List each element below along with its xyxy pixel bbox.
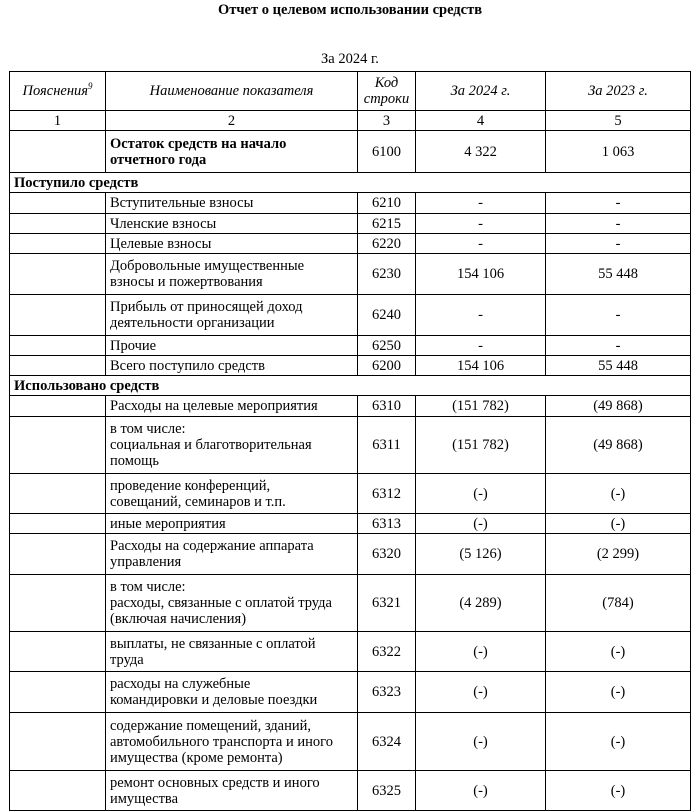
row-previous-year: (2 299) — [546, 534, 691, 575]
row-current-year: - — [416, 214, 546, 234]
table-row — [10, 713, 691, 771]
column-number: 3 — [358, 111, 416, 131]
row-name: Остаток средств на начало отчетного года — [106, 131, 358, 173]
row-name: Добровольные имущественные взносы и пожертвования — [106, 254, 358, 295]
row-code: 6100 — [358, 131, 416, 173]
row-name: Прочие — [106, 336, 358, 356]
report-table — [9, 71, 691, 811]
row-code: 6250 — [358, 336, 416, 356]
report-body — [10, 131, 691, 811]
row-previous-year: (-) — [546, 771, 691, 811]
table-row — [10, 534, 691, 575]
table-row — [10, 336, 691, 356]
row-name: Целевые взносы — [106, 234, 358, 254]
report-period: За 2024 г. — [321, 51, 379, 67]
column-number: 1 — [10, 111, 106, 131]
header-name: Наименование показателя — [106, 72, 358, 111]
row-code: 6311 — [358, 417, 416, 474]
report-title: Отчет о целевом использовании средств — [217, 2, 483, 18]
row-name: Всего поступило средств — [106, 356, 358, 376]
table-row — [10, 396, 691, 417]
row-previous-year: (49 868) — [546, 396, 691, 417]
row-name: Расходы на содержание аппарата управления — [106, 534, 358, 575]
row-name: Прибыль от приносящей доход деятельности организации — [106, 295, 358, 336]
row-notes — [10, 193, 106, 214]
row-notes — [10, 336, 106, 356]
row-previous-year: 55 448 — [546, 254, 691, 295]
row-notes — [10, 713, 106, 771]
row-code: 6325 — [358, 771, 416, 811]
row-current-year: (-) — [416, 672, 546, 713]
table-row — [10, 417, 691, 474]
section-row — [10, 376, 691, 396]
header-current-year: За 2024 г. — [416, 72, 546, 111]
row-code: 6321 — [358, 575, 416, 632]
table-row — [10, 632, 691, 672]
row-code: 6310 — [358, 396, 416, 417]
row-name: расходы на служебные командировки и деловые поездки — [106, 672, 358, 713]
row-notes — [10, 672, 106, 713]
table-row — [10, 672, 691, 713]
table-row — [10, 295, 691, 336]
row-current-year: (-) — [416, 771, 546, 811]
row-notes — [10, 632, 106, 672]
row-name: Расходы на целевые мероприятия — [106, 396, 358, 417]
section-title: Использовано средств — [10, 376, 691, 396]
row-current-year: - — [416, 193, 546, 214]
row-current-year: 4 322 — [416, 131, 546, 173]
row-notes — [10, 474, 106, 514]
row-notes — [10, 575, 106, 632]
row-previous-year: - — [546, 295, 691, 336]
column-numbers-row — [10, 111, 691, 131]
row-code: 6312 — [358, 474, 416, 514]
row-current-year: (-) — [416, 514, 546, 534]
row-code: 6324 — [358, 713, 416, 771]
row-name: Вступительные взносы — [106, 193, 358, 214]
row-name: в том числе: расходы, связанные с оплатой труда (включая начисления) — [106, 575, 358, 632]
row-code: 6240 — [358, 295, 416, 336]
row-previous-year: (-) — [546, 713, 691, 771]
table-row — [10, 575, 691, 632]
row-code: 6200 — [358, 356, 416, 376]
row-current-year: (5 126) — [416, 534, 546, 575]
table-row — [10, 356, 691, 376]
header-row — [10, 72, 691, 111]
row-previous-year: (-) — [546, 672, 691, 713]
row-previous-year: 1 063 — [546, 131, 691, 173]
column-number: 5 — [546, 111, 691, 131]
row-code: 6215 — [358, 214, 416, 234]
header-previous-year: За 2023 г. — [546, 72, 691, 111]
row-previous-year: - — [546, 234, 691, 254]
row-current-year: (-) — [416, 474, 546, 514]
table-row — [10, 214, 691, 234]
row-code: 6323 — [358, 672, 416, 713]
row-notes — [10, 534, 106, 575]
row-current-year: (4 289) — [416, 575, 546, 632]
section-row — [10, 173, 691, 193]
row-notes — [10, 417, 106, 474]
row-current-year: 154 106 — [416, 356, 546, 376]
row-name: содержание помещений, зданий, автомобильного транспорта и иного имущества (кроме ремонта) — [106, 713, 358, 771]
row-previous-year: (49 868) — [546, 417, 691, 474]
row-code: 6220 — [358, 234, 416, 254]
row-current-year: - — [416, 295, 546, 336]
row-name: выплаты, не связанные с оплатой труда — [106, 632, 358, 672]
row-previous-year: - — [546, 214, 691, 234]
row-current-year: (-) — [416, 713, 546, 771]
row-notes — [10, 396, 106, 417]
table-row — [10, 234, 691, 254]
row-previous-year: 55 448 — [546, 356, 691, 376]
row-previous-year: (784) — [546, 575, 691, 632]
table-row — [10, 254, 691, 295]
row-previous-year: - — [546, 193, 691, 214]
table-row — [10, 193, 691, 214]
row-notes — [10, 254, 106, 295]
row-name: ремонт основных средств и иного имущества — [106, 771, 358, 811]
row-notes — [10, 214, 106, 234]
row-previous-year: - — [546, 336, 691, 356]
row-notes — [10, 295, 106, 336]
row-code: 6322 — [358, 632, 416, 672]
row-current-year: (-) — [416, 632, 546, 672]
row-notes — [10, 131, 106, 173]
row-code: 6230 — [358, 254, 416, 295]
row-code: 6313 — [358, 514, 416, 534]
row-current-year: (151 782) — [416, 417, 546, 474]
row-current-year: - — [416, 336, 546, 356]
section-title: Поступило средств — [10, 173, 691, 193]
column-number: 2 — [106, 111, 358, 131]
row-name: иные мероприятия — [106, 514, 358, 534]
row-current-year: 154 106 — [416, 254, 546, 295]
row-name: проведение конференций, совещаний, семинаров и т.п. — [106, 474, 358, 514]
header-notes-footnote: 9 — [88, 81, 93, 92]
table-row — [10, 771, 691, 811]
column-number: 4 — [416, 111, 546, 131]
row-notes — [10, 356, 106, 376]
header-code: Код строки — [358, 72, 416, 111]
row-code: 6210 — [358, 193, 416, 214]
row-notes — [10, 514, 106, 534]
row-notes — [10, 771, 106, 811]
row-current-year: - — [416, 234, 546, 254]
row-previous-year: (-) — [546, 514, 691, 534]
table-row — [10, 131, 691, 173]
row-previous-year: (-) — [546, 474, 691, 514]
row-name: Членские взносы — [106, 214, 358, 234]
row-code: 6320 — [358, 534, 416, 575]
row-notes — [10, 234, 106, 254]
table-row — [10, 474, 691, 514]
header-notes: Пояснения$^9$ — [10, 72, 106, 111]
row-name: в том числе: социальная и благотворительная помощь — [106, 417, 358, 474]
row-current-year: (151 782) — [416, 396, 546, 417]
table-row — [10, 514, 691, 534]
row-previous-year: (-) — [546, 632, 691, 672]
